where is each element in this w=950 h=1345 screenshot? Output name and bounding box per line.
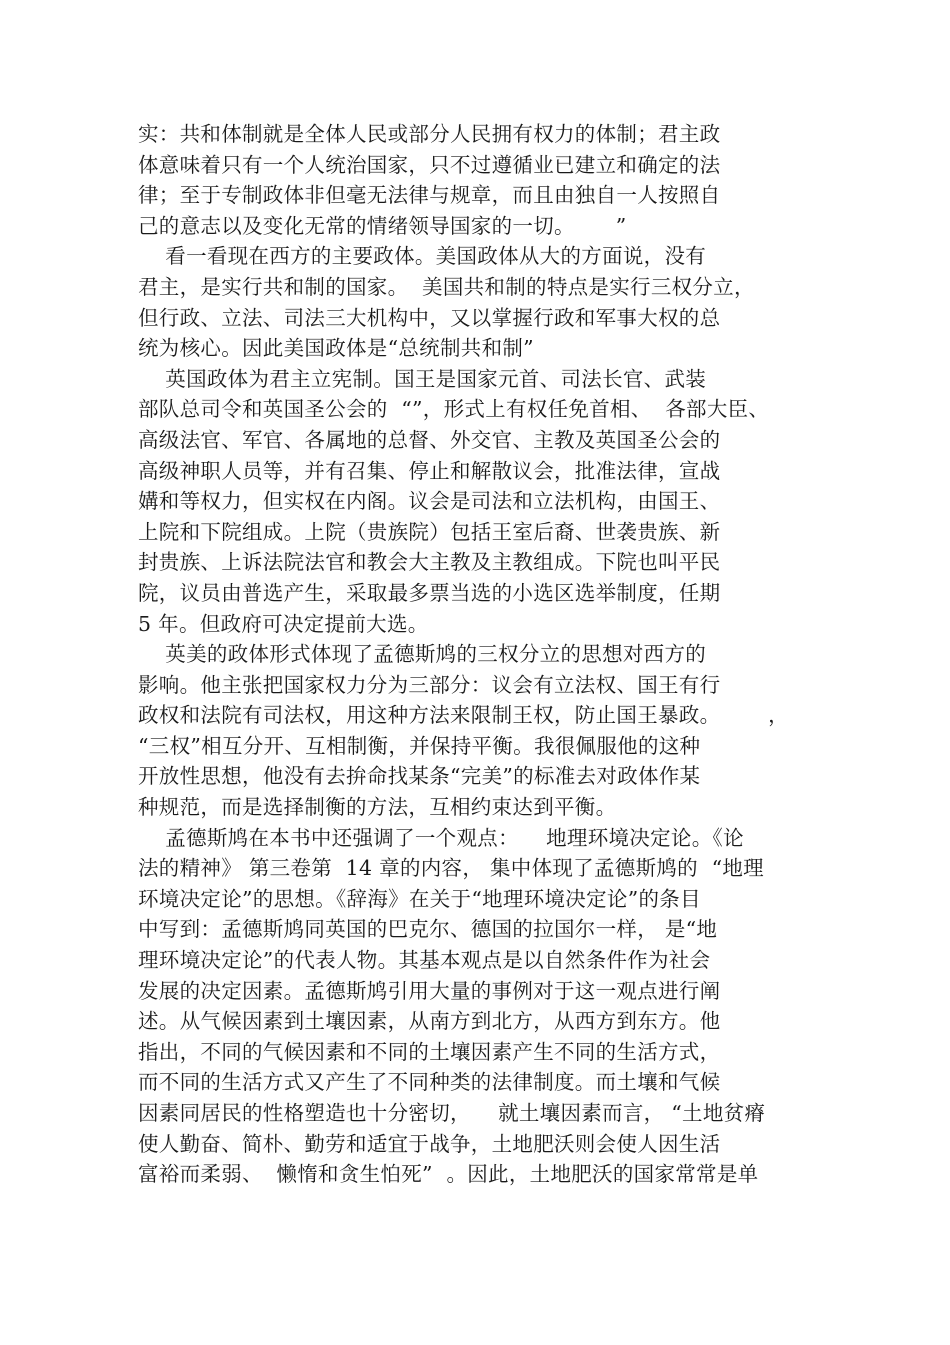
text-line: 媾和等权力，但实权在内阁。议会是司法和立法机构，由国王、 (138, 489, 721, 514)
text-line: 法的精神》 第三卷第 14 章的内容， 集中体现了孟德斯鸠的 “地理 (138, 856, 764, 881)
text-line: 体意味着只有一个人统治国家，只不过遵循业已建立和确定的法 (138, 152, 721, 177)
text-line: 院，议员由普选产生，采取最多票当选的小选区选举制度，任期 (138, 580, 721, 605)
text-line: 理环境决定论”的代表人物。其基本观点是以自然条件作为社会 (138, 948, 711, 973)
text-line: 君主，是实行共和制的国家。 美国共和制的特点是实行三权分立， (138, 274, 755, 299)
text-line: 律；至于专制政体非但毫无法律与规章，而且由独自一人按照自 (138, 183, 721, 208)
text-line: 5 年。但政府可决定提前大选。 (138, 611, 429, 636)
text-line: 高级法官、军官、各属地的总督、外交官、主教及英国圣公会的 (138, 427, 721, 452)
text-line: 而不同的生活方式又产生了不同种类的法律制度。而土壤和气候 (138, 1070, 721, 1095)
text-line: 英美的政体形式体现了孟德斯鸠的三权分立的思想对西方的 (138, 642, 707, 667)
text-line: 封贵族、上诉法院法官和教会大主教及主教组成。下院也叫平民 (138, 550, 721, 575)
text-line: 英国政体为君主立宪制。国王是国家元首、司法长官、武装 (138, 366, 707, 391)
text-line: 中写到：孟德斯鸠同英国的巴克尔、德国的拉国尔一样， 是“地 (138, 917, 718, 942)
text-line: 上院和下院组成。上院（贵族院）包括王室后裔、世袭贵族、新 (138, 519, 721, 544)
text-line: 种规范，而是选择制衡的方法，互相约束达到平衡。 (138, 795, 617, 820)
text-line: “三权”相互分开、互相制衡，并保持平衡。我很佩服他的这种 (138, 733, 701, 758)
text-line: 富裕而柔弱、 懒惰和贪生怕死” 。因此，土地肥沃的国家常常是单 (138, 1162, 759, 1187)
text-line: 发展的决定因素。孟德斯鸠引用大量的事例对于这一观点进行阐 (138, 978, 721, 1003)
text-line: 述。从气候因素到土壤因素，从南方到北方，从西方到东方。他 (138, 1009, 721, 1034)
text-line: 高级神职人员等，并有召集、停止和解散议会，批准法律，宣战 (138, 458, 721, 483)
text-line: 因素同居民的性格塑造也十分密切， 就土壤因素而言， “土地贫瘠 (138, 1101, 766, 1125)
text-line: 部队总司令和英国圣公会的 “”，形式上有权任免首相、 各部大臣、 (138, 397, 770, 422)
text-line: 政权和法院有司法权，用这种方法来限制王权，防止国王暴政。 ， (138, 703, 789, 728)
text-line: 统为核心。因此美国政体是“总统制共和制” (138, 336, 534, 361)
text-line: 指出，不同的气候因素和不同的土壤因素产生不同的生活方式， (138, 1039, 721, 1064)
text-line: 己的意志以及变化无常的情绪领导国家的一切。 ” (138, 213, 627, 238)
text-line: 环境决定论”的思想。《辞海》在关于“地理环境决定论”的条目 (138, 886, 701, 911)
text-line: 但行政、立法、司法三大机构中，又以掌握行政和军事大权的总 (138, 305, 721, 330)
body-text (138, 119, 818, 1190)
text-line: 看一看现在西方的主要政体。美国政体从大的方面说，没有 (138, 244, 707, 269)
text-line: 孟德斯鸠在本书中还强调了一个观点： 地理环境决定论。《论 (138, 825, 744, 850)
text-line: 开放性思想，他没有去拚命找某条“完美”的标准去对政体作某 (138, 764, 701, 789)
text-line: 影响。他主张把国家权力分为三部分：议会有立法权、国王有行 (138, 672, 721, 697)
text-line: 实：共和体制就是全体人民或部分人民拥有权力的体制；君主政 (138, 122, 721, 146)
text-line: 使人勤奋、简朴、勤劳和适宜于战争，土地肥沃则会使人因生活 (138, 1131, 721, 1156)
